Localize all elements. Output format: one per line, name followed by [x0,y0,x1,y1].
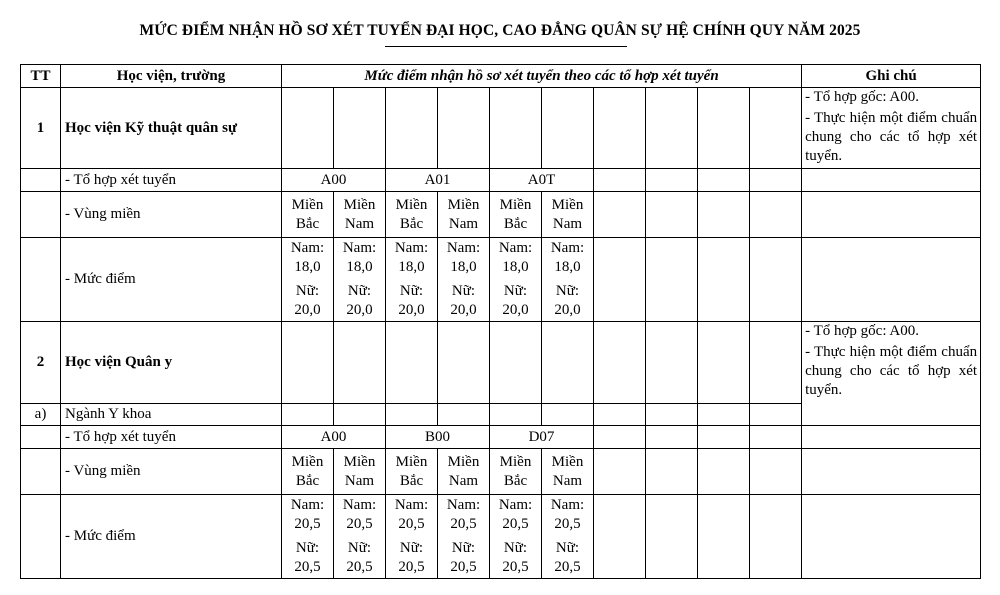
female-label: Nữ: [295,540,320,556]
section-2-regions-row [21,449,981,495]
male-label: Nam: [498,240,533,256]
section-2-tt: 2 [21,322,61,404]
male-score: 20,5 [502,516,529,532]
female-score: 20,0 [450,302,477,318]
section-1-combo-2: A01 [386,169,490,192]
male-label: Nam: [550,497,585,513]
score-cell [542,238,594,322]
male-label: Nam: [394,497,429,513]
female-label: Nữ: [347,540,372,556]
score-cell [542,495,594,579]
male-score: 20,5 [346,516,373,532]
section-2-institution-row [21,322,981,404]
male-score: 18,0 [346,259,373,275]
section-2-sub-tt: a) [21,404,61,426]
section-1-region-north: Miền Bắc [282,192,334,238]
section-1-regions-row [21,192,981,238]
section-2-note-line-1: - Tổ hợp gốc: A00. [805,323,920,339]
header-tt: TT [21,65,61,88]
section-2-scores-row [21,495,981,579]
admission-scores-table [20,64,981,579]
score-cell [282,495,334,579]
female-score: 20,5 [294,559,321,575]
female-label: Nữ: [295,283,320,299]
section-2-combos-label: - Tổ hợp xét tuyển [61,426,282,449]
male-score: 18,0 [294,259,321,275]
male-label: Nam: [446,497,481,513]
section-2-region-north: Miền Bắc [490,449,542,495]
document-title: MỨC ĐIỂM NHẬN HỒ SƠ XÉT TUYỂN ĐẠI HỌC, CAO ĐẲNG QUÂN SỰ HỆ CHÍNH QUY NĂM 2025 [139,22,861,39]
section-2-region-north: Miền Bắc [282,449,334,495]
female-score: 20,0 [502,302,529,318]
section-1-scores-label: - Mức điểm [61,238,282,322]
section-1-region-north: Miền Bắc [490,192,542,238]
female-label: Nữ: [347,283,372,299]
male-score: 18,0 [502,259,529,275]
score-cell [334,238,386,322]
male-label: Nam: [498,497,533,513]
female-score: 20,0 [294,302,321,318]
female-label: Nữ: [399,540,424,556]
section-1-region-south: Miền Nam [542,192,594,238]
female-score: 20,5 [346,559,373,575]
section-1-institution-row [21,88,981,169]
male-label: Nam: [342,240,377,256]
female-label: Nữ: [451,283,476,299]
female-score: 20,5 [554,559,581,575]
section-2-combo-1: A00 [282,426,386,449]
male-score: 20,5 [294,516,321,532]
section-1-name: Học viện Kỹ thuật quân sự [61,88,282,169]
female-label: Nữ: [399,283,424,299]
female-score: 20,5 [502,559,529,575]
section-2-combos-row [21,426,981,449]
male-label: Nam: [290,240,325,256]
male-score: 18,0 [398,259,425,275]
section-2-note [802,322,981,426]
male-label: Nam: [394,240,429,256]
section-1-region-south: Miền Nam [334,192,386,238]
male-score: 18,0 [450,259,477,275]
score-cell [438,238,490,322]
male-label: Nam: [342,497,377,513]
header-school: Học viện, trường [61,65,282,88]
score-cell [386,495,438,579]
female-score: 20,0 [554,302,581,318]
section-1-note [802,88,981,169]
male-score: 20,5 [398,516,425,532]
section-2-regions-label: - Vùng miền [61,449,282,495]
female-label: Nữ: [555,540,580,556]
female-label: Nữ: [451,540,476,556]
score-cell [438,495,490,579]
section-2-scores-label: - Mức điểm [61,495,282,579]
score-cell [490,238,542,322]
female-score: 20,0 [398,302,425,318]
header-scores: Mức điểm nhận hồ sơ xét tuyển theo các tổ hợp xét tuyển [282,65,802,88]
female-label: Nữ: [555,283,580,299]
female-score: 20,5 [398,559,425,575]
title-underline [385,46,627,47]
score-cell [490,495,542,579]
female-score: 20,5 [450,559,477,575]
section-1-combo-3: A0T [490,169,594,192]
female-score: 20,0 [346,302,373,318]
section-2-region-south: Miền Nam [542,449,594,495]
section-2-region-north: Miền Bắc [386,449,438,495]
section-2-region-south: Miền Nam [438,449,490,495]
section-1-combos-row [21,169,981,192]
section-1-region-north: Miền Bắc [386,192,438,238]
section-2-sub-name: Ngành Y khoa [61,404,282,426]
section-2-note-line-2: - Thực hiện một điểm chuẩn chung cho các tổ hợp xét tuyển. [805,344,978,398]
section-1-tt: 1 [21,88,61,169]
header-row [21,65,981,88]
male-score: 20,5 [554,516,581,532]
section-1-regions-label: - Vùng miền [61,192,282,238]
score-cell [386,238,438,322]
male-score: 20,5 [450,516,477,532]
section-1-note-line-2: - Thực hiện một điểm chuẩn chung cho các tổ hợp xét tuyển. [805,110,978,164]
section-1-combo-1: A00 [282,169,386,192]
male-label: Nam: [446,240,481,256]
male-label: Nam: [290,497,325,513]
section-2-combo-3: D07 [490,426,594,449]
section-1-region-south: Miền Nam [438,192,490,238]
score-cell [334,495,386,579]
section-2-combo-2: B00 [386,426,490,449]
header-note: Ghi chú [802,65,981,88]
section-1-note-line-1: - Tổ hợp gốc: A00. [805,89,920,105]
male-label: Nam: [550,240,585,256]
section-1-scores-row [21,238,981,322]
section-2-region-south: Miền Nam [334,449,386,495]
section-1-combos-label: - Tổ hợp xét tuyển [61,169,282,192]
male-score: 18,0 [554,259,581,275]
score-cell [282,238,334,322]
female-label: Nữ: [503,540,528,556]
female-label: Nữ: [503,283,528,299]
section-2-name: Học viện Quân y [61,322,282,404]
